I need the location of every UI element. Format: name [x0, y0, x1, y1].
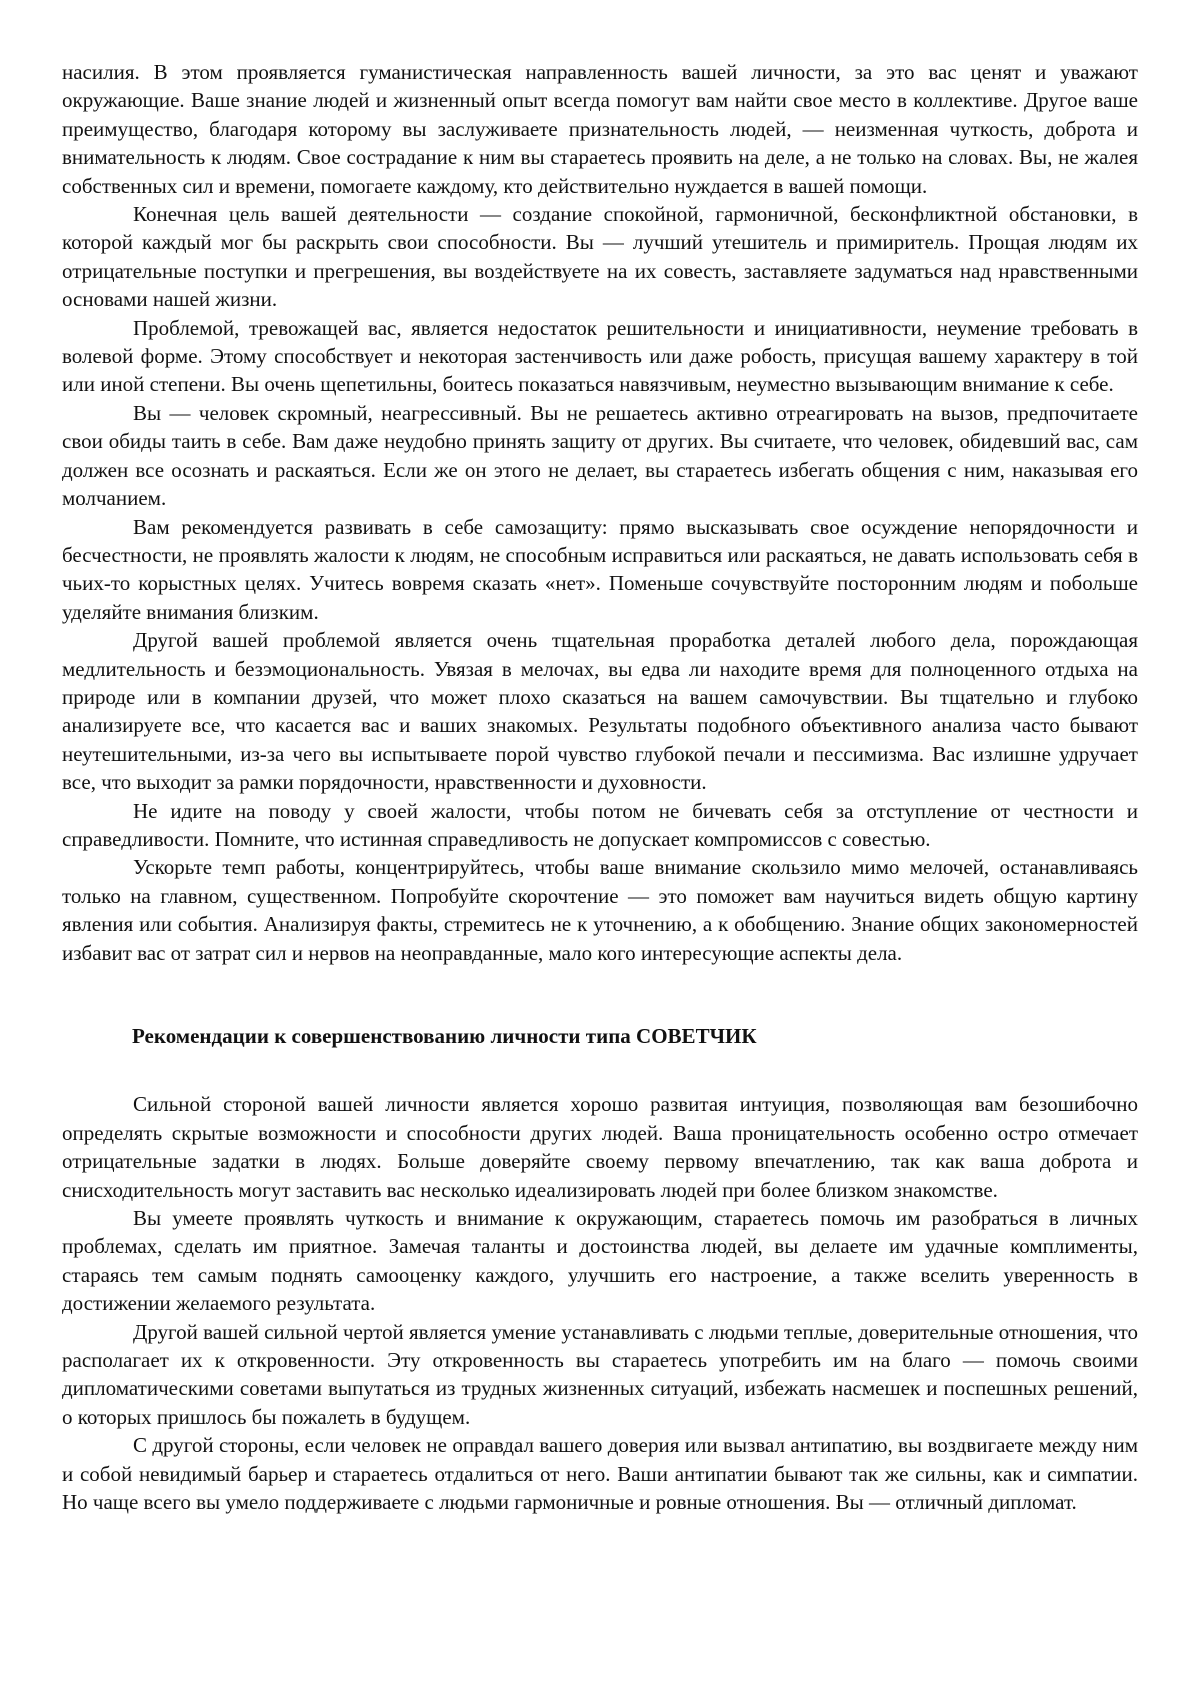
section-heading: Рекомендации к совершенствованию личности типа СОВЕТЧИК — [132, 1024, 757, 1048]
paragraph: Вам рекомендуется развивать в себе самозащиту: прямо высказывать свое осуждение непорядочности и бесчестности, не проявлять жалости к людям, не способным исправиться или раскаяться, не давать использовать себя в чьих-то корыстных целях. Учитесь вовремя сказать «нет». Поменьше сочувствуйте посторонним людям и побольше уделяйте внимания близким. — [62, 514, 1138, 624]
paragraph: Сильной стороной вашей личности является хорошо развитая интуиция, позволяющая вам безошибочно определять скрытые возможности и способности других людей. Ваша проницательность особенно остро отмечает отрицательные задатки в людях. Больше доверяйте своему первому впечатлению, так как ваша доброта и снисходительность могут заставить вас несколько идеализировать людей при более близком знакомстве. — [62, 1092, 1138, 1202]
paragraph: насилия. В этом проявляется гуманистическая направленность вашей личности, за это вас ценят и уважают окружающие. Ваше знание людей и жизненный опыт всегда помогут вам найти свое место в коллективе. Другое ваше преимущество, благодаря которому вы заслуживаете признательность людей, — неизменная чуткость, доброта и внимательность к людям. Свое сострадание к ним вы стараетесь проявить на деле, а не только на словах. Вы, не жалея собственных сил и времени, помогаете каждому, кто действительно нуждается в вашей помощи. — [62, 60, 1138, 198]
paragraph: Проблемой, тревожащей вас, является недостаток решительности и инициативности, неумение требовать в волевой форме. Этому способствует и некоторая застенчивость или даже робость, присущая вашему характеру в той или иной степени. Вы очень щепетильны, боитесь показаться навязчивым, неуместно вызывающим внимание к себе. — [62, 315, 1138, 397]
paragraph: Другой вашей сильной чертой является умение устанавливать с людьми теплые, доверительные отношения, что располагает их к откровенности. Эту откровенность вы стараетесь употребить им на благо — помочь своими дипломатическими советами выпутаться из трудных жизненных ситуаций, избежать насмешек и поспешных решений, о которых пришлось бы пожалеть в будущем. — [62, 1319, 1138, 1429]
paragraph: С другой стороны, если человек не оправдал вашего доверия или вызвал антипатию, вы воздвигаете между ним и собой невидимый барьер и стараетесь отдалиться от него. Ваши антипатии бывают так же сильны, как и симпатии. Но чаще всего вы умело поддерживаете с людьми гармоничные и ровные отношения. Вы — отличный дипломат. — [62, 1433, 1138, 1515]
paragraph: Конечная цель вашей деятельности — создание спокойной, гармоничной, бесконфликтной обстановки, в которой каждый мог бы раскрыть свои способности. Вы — лучший утешитель и примиритель. Прощая людям их отрицательные поступки и прегрешения, вы воздействуете на их совесть, заставляете задуматься над нравственными основами нашей жизни. — [62, 202, 1138, 312]
paragraph: Вы — человек скромный, неагрессивный. Вы не решаетесь активно отреагировать на вызов, предпочитаете свои обиды таить в себе. Вам даже неудобно принять защиту от других. Вы считаете, что человек, обидевший вас, сам должен все осознать и раскаяться. Если же он этого не делает, вы стараетесь избегать общения с ним, наказывая его молчанием. — [62, 400, 1138, 511]
paragraph: Не идите на поводу у своей жалости, чтобы потом не бичевать себя за отступление от честности и справедливости. Помните, что истинная справедливость не допускает компромиссов с совестью. — [62, 798, 1138, 851]
paragraph: Ускорьте темп работы, концентрируйтесь, чтобы ваше внимание скользило мимо мелочей, останавливаясь только на главном, существенном. Попробуйте скорочтение — это поможет вам научиться видеть общую картину явления или события. Анализируя факты, стремитесь не к уточнению, а к обобщению. Знание общих закономерностей избавит вас от затрат сил и нервов на неоправданные, мало кого интересующие аспекты дела. — [62, 855, 1138, 965]
paragraph: Вы умеете проявлять чуткость и внимание к окружающим, стараетесь помочь им разобраться в личных проблемах, сделать им приятное. Замечая таланты и достоинства людей, вы делаете им удачные комплименты, стараясь тем самым поднять самооценку каждого, улучшить его настроение, а также вселить уверенность в достижении желаемого результата. — [62, 1206, 1138, 1316]
paragraph: Другой вашей проблемой является очень тщательная проработка деталей любого дела, порождающая медлительность и безэмоциональность. Увязая в мелочах, вы едва ли находите время для полноценного отдыха на природе или в компании друзей, что может плохо сказаться на вашем самочувствии. Вы тщательно и глубоко анализируете все, что касается вас и ваших знакомых. Результаты подобного объективного анализа часто бывают неутешительными, из-за чего вы испытываете порой чувство глубокой печали и пессимизма. Вас излишне удручает все, что выходит за рамки порядочности, нравственности и духовности. — [62, 628, 1138, 795]
